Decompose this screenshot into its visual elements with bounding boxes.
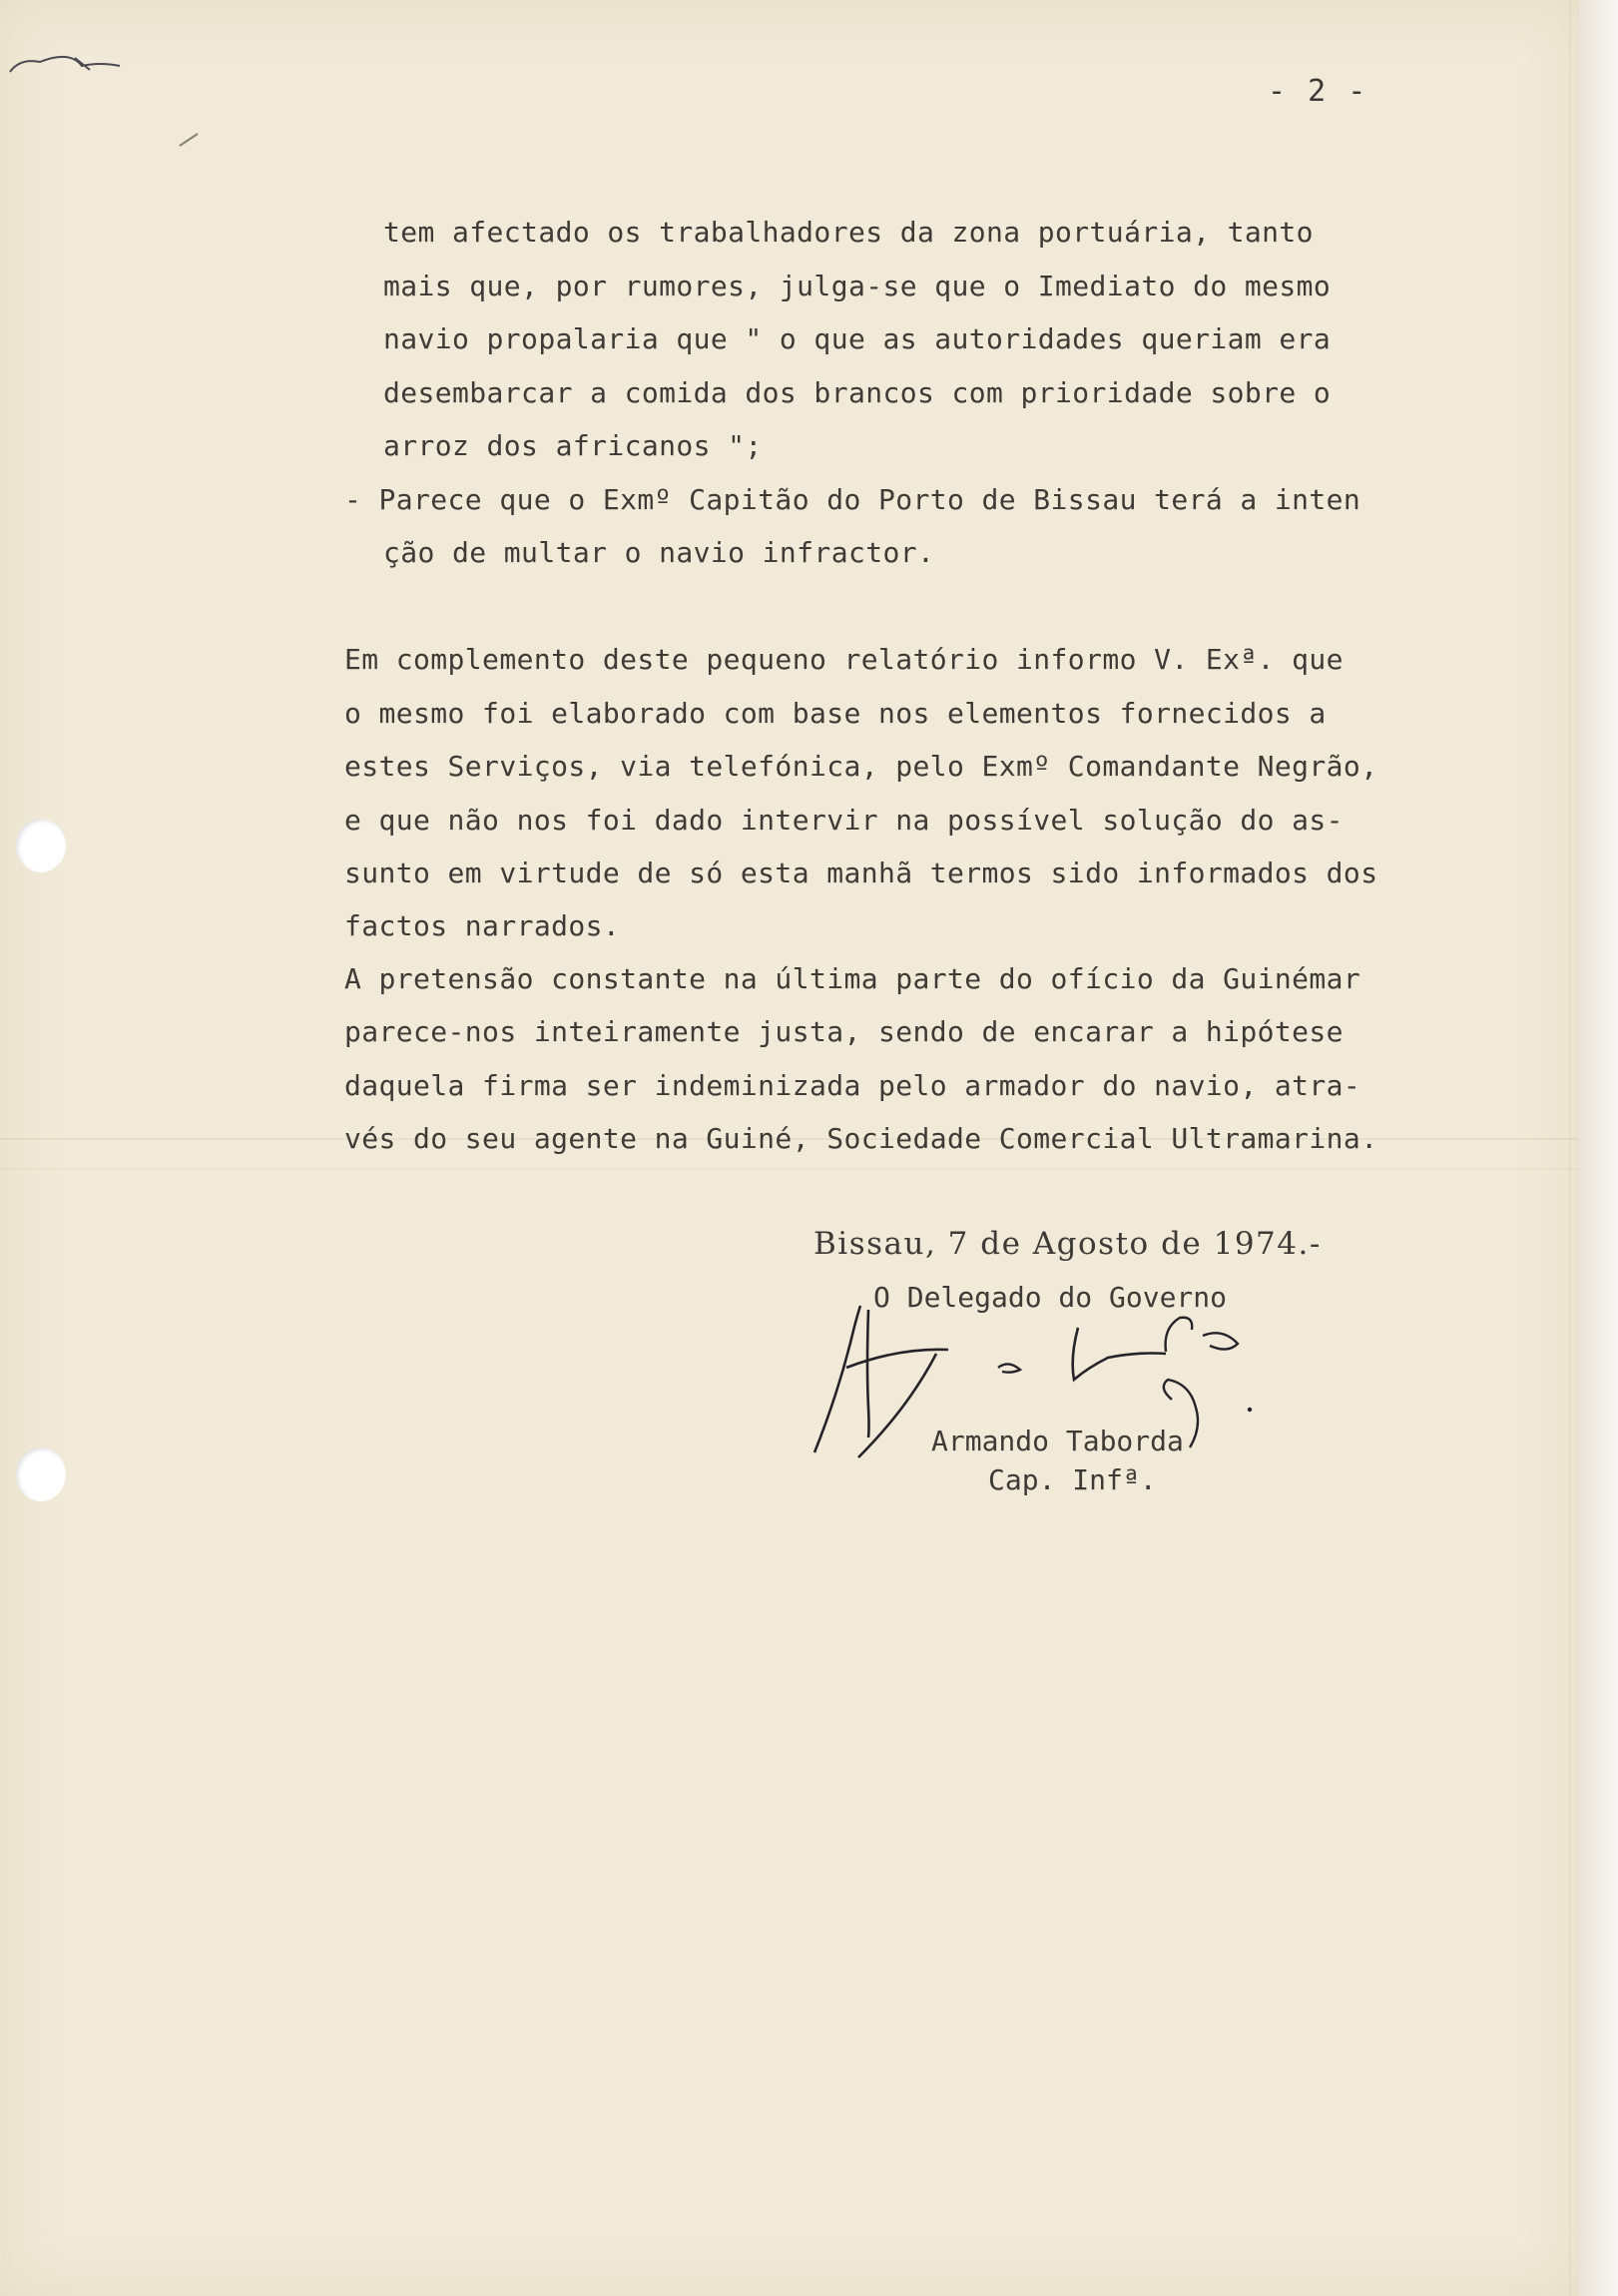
signatory-role: O Delegado do Governo xyxy=(873,1281,1228,1314)
body-line: o mesmo foi elaborado com base nos elementos fornecidos a xyxy=(344,697,1327,730)
body-line: A pretensão constante na última parte do ofício da Guinémar xyxy=(344,962,1361,995)
body-line: mais que, por rumores, julga-se que o Imediato do mesmo xyxy=(383,270,1332,302)
body-line: estes Serviços, via telefónica, pelo Exmº Comandante Negrão, xyxy=(344,750,1378,783)
place-and-date: Bissau, 7 de Agosto de 1974.- xyxy=(813,1226,1322,1262)
page-number: - 2 - xyxy=(1268,74,1368,109)
pencil-mark xyxy=(176,130,206,150)
body-line: arroz dos africanos "; xyxy=(383,429,763,462)
paper-edge-shadow xyxy=(1569,0,1571,2296)
paper-fold xyxy=(0,1168,1579,1170)
punch-hole xyxy=(16,819,66,872)
body-line: tem afectado os trabalhadores da zona portuária, tanto xyxy=(383,216,1314,249)
pencil-mark xyxy=(0,40,130,80)
body-line: sunto em virtude de só esta manhã termos sido informados dos xyxy=(344,857,1378,889)
signatory-name: Armando Taborda xyxy=(931,1425,1184,1457)
punch-hole xyxy=(16,1447,66,1501)
body-line: factos narrados. xyxy=(344,909,621,942)
body-line: e que não nos foi dado intervir na possível solução do as- xyxy=(344,804,1344,837)
body-line: desembarcar a comida dos brancos com prioridade sobre o xyxy=(383,376,1332,409)
body-line: - Parece que o Exmº Capitão do Porto de Bissau terá a inten xyxy=(344,483,1361,516)
body-line: vés do seu agente na Guiné, Sociedade Comercial Ultramarina. xyxy=(344,1122,1378,1155)
body-line: navio propalaria que " o que as autoridades queriam era xyxy=(383,322,1332,355)
body-line: ção de multar o navio infractor. xyxy=(383,536,935,569)
signatory-rank: Cap. Infª. xyxy=(988,1463,1157,1496)
body-line: Em complemento deste pequeno relatório informo V. Exª. que xyxy=(344,643,1344,676)
body-line: daquela firma ser indeminizada pelo armador do navio, atra- xyxy=(344,1069,1361,1102)
scan-margin xyxy=(1579,0,1618,2296)
body-line: parece-nos inteiramente justa, sendo de encarar a hipótese xyxy=(344,1015,1344,1048)
